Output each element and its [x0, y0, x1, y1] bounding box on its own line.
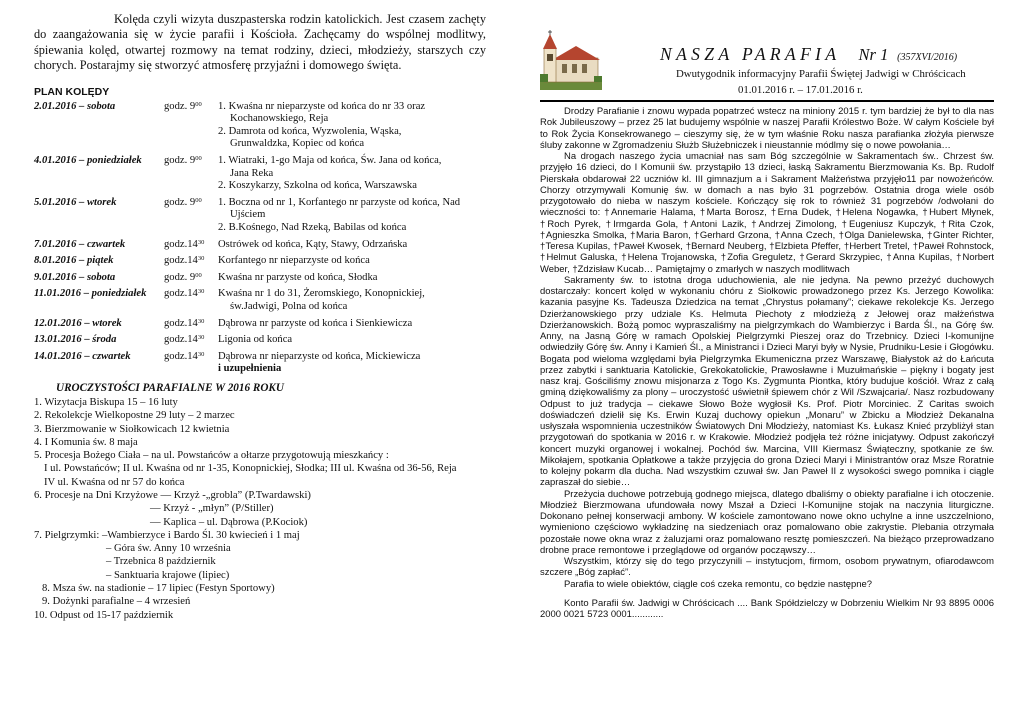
intro-text: Kolęda czyli wizyta duszpasterska rodzin katolickich. Jest czasem zachęty do zaangażowania się w życie parafii i Kościoła. Zachęcamy do wspólnej modlitwy, śpiewania kolęd, otwartej rozmowy na temat rodziny, dzieci, młodzieży, starszych czy chorych. Postarajmy się stworzyć atmosferę przyjaźni i domowego święta. [34, 12, 486, 73]
list-item: – Góra św. Anny 10 września [106, 543, 231, 555]
plan-table [34, 101, 486, 376]
plan-streets [218, 197, 486, 235]
plan-date: 13.01.2016 – środa [34, 334, 117, 346]
left-column [34, 12, 486, 712]
plan-street-line: 1. Wiatraki, 1-go Maja od końca, Św. Jana od końca, [218, 155, 442, 166]
plan-date: 9.01.2016 – sobota [34, 271, 116, 283]
plan-hour-minutes: 30 [197, 317, 205, 325]
list-item: – Sanktuaria krajowe (lipiec) [106, 569, 230, 581]
date-range: 01.01.2016 r. – 17.01.2016 r. [738, 84, 863, 96]
plan-street-line: Dąbrowa nr nieparzyste od końca, Mickiewicza [218, 350, 421, 362]
plan-hour [164, 351, 204, 364]
plan-hour [164, 155, 202, 168]
plan-streets [218, 155, 486, 193]
list-item: 4. I Komunia św. 8 maja [34, 436, 138, 448]
plan-hour-text: godz.14 [164, 334, 198, 346]
list-item: 2. Rekolekcje Wielkopostne 29 luty – 2 marzec [34, 410, 235, 422]
plan-street-line: 1. Kwaśna nr nieparzyste od końca do nr 33 oraz [218, 100, 426, 112]
plan-street-line: i uzupełnienia [218, 363, 282, 375]
article-paragraph: Drodzy Parafianie i znowu wypada popatrzeć wstecz na miniony 2015 r. tym bardziej że był to dla nas Rok Jubileuszowy – przez 25 lat budujemy wspólnie w naszej Parafii Królestwo Boże. W całym Kościele był to Rok Życia Konsekrowanego – cieszymy się, że w tym właśnie Roku nasza parafianka złożyła pierwsze śluby zakonne w Zgromadzeniu Służb Służebniczek i nieustannie módlmy się o nowe powołania… [540, 106, 994, 151]
plan-hour [164, 197, 202, 210]
plan-hour-text: godz.14 [164, 317, 198, 329]
list-item: 3. Bierzmowanie w Siołkowicach 12 kwietnia [34, 423, 230, 435]
right-column [540, 30, 994, 720]
plan-street-line: 1. Boczna od nr 1, Korfantego nr parzyste od końca, Nad [218, 196, 461, 208]
plan-hour-text: godz. 9 [164, 100, 196, 112]
plan-hour-text: godz.14 [164, 238, 198, 250]
newsletter-subtitle: Dwutygodnik informacyjny Parafii Świętej Jadwigi w Chróścicach [676, 68, 966, 80]
plan-streets [218, 334, 486, 347]
newsletter-header [540, 30, 994, 102]
plan-hour [164, 272, 202, 285]
intro-paragraph [34, 12, 486, 74]
plan-hour-text: godz. 9 [164, 271, 196, 283]
plan-title: PLAN KOLĘDY [34, 85, 110, 98]
list-item: 10. Odpust od 15-17 październik [34, 609, 174, 621]
list-item: I ul. Powstańców; II ul. Kwaśna od nr 1-35, Konopnickiej, Słodka; III ul. Kwaśna od 36-56, Reja [44, 463, 457, 475]
plan-row [34, 351, 486, 376]
newsletter-title [660, 44, 957, 65]
issue-code: (357XVI/2016) [897, 52, 958, 63]
plan-hour-minutes: 30 [197, 238, 205, 246]
plan-streets [218, 255, 486, 268]
list-item: 6. Procesje na Dni Krzyżowe — Krzyż -„grobla” (P.Twardawski) [34, 489, 311, 501]
plan-hour [164, 288, 204, 301]
plan-hour-minutes: 30 [197, 288, 205, 296]
plan-streets [218, 318, 486, 331]
list-item: — Kaplica – ul. Dąbrowa (P.Kociok) [150, 516, 308, 528]
plan-street-line: Ujściem [230, 209, 266, 221]
plan-row [34, 239, 486, 252]
plan-date: 12.01.2016 – wtorek [34, 317, 122, 329]
list-item: 8. Msza św. na stadionie – 17 lipiec (Festyn Sportowy) [42, 583, 275, 595]
plan-street-line: św.Jadwigi, Polna od końca [230, 300, 348, 312]
uroczystosci-title: UROCZYSTOŚCI PARAFIALNE W 2016 ROKU [56, 381, 284, 394]
plan-street-line: Ostrówek od końca, Kąty, Stawy, Odrzańska [218, 238, 408, 250]
plan-date: 11.01.2016 – poniedziałek [34, 288, 147, 300]
plan-street-line: Korfantego nr nieparzyste od końca [218, 255, 370, 267]
plan-hour-minutes: 00 [195, 196, 202, 204]
issue-number: Nr 1 [858, 45, 889, 64]
plan-street-line: Kwaśna nr parzyste od końca, Słodka [218, 271, 378, 283]
list-item: 5. Procesja Bożego Ciała – na ul. Powstańców a ołtarze przygotowują mieszkańcy : [34, 450, 389, 462]
article-paragraph: Na drogach naszego życia umacniał nas sam Bóg szczególnie w Sakramentach św.. Chrzest św. przyjęło 16 dzieci, do I Komunii św. przystąpiło 13 dzieci, łaską Sakramentu Bierzmowania Ks. Bp. Rudolf Pierskała obdarował 22 uczniów kl. III gimnazjum a i Sakrament Małżeństwa przyjęło11 par nowożeńców. Chorzy otrzymywali Komunię św. w domach a nas było 31 pogrzebów. Ostatnia droga wiele osób przygotowało do nieba w naszym kościele. Kończący się rok to również 31 pogrzebów /odwołani do wieczności to: †Annemarie Halama, †Marta Borosz, †Erna Dudek, †Helena Nogawka, †Hubert Młynek, †Roch Pyrek, †Irmgarda Gola, †Antoni Lazik, †Andrzej Zimolong, †Eugeniusz Kupczyk, †Rita Czok, †Agnieszka Smolka, †Maria Baron, †Gerhard Grzona, †Anna Czech, †Olga Danielewska, †Ginter Richter, †Teresa Kupilas, †Paweł Kwosek, †Bernard Neuberg, †Elzbieta Pfeffer, †Herbert Tretel, †Paweł Rohnstock, †Helmut Galuska, †Helena Trojanowska, †Zofia Greguletz, †Gerard Skrzypiec, †Anna Kupilas, †Norbert Weber, †Zdzisław Kucab… Pamiętajmy o zmarłych w naszych modlitwach [540, 151, 994, 275]
plan-date: 14.01.2016 – czwartek [34, 350, 131, 362]
plan-row [34, 155, 486, 193]
plan-hour-minutes: 30 [197, 350, 205, 358]
article-body [540, 106, 994, 620]
article-paragraph: Sakramenty św. to istotna droga uduchowienia, ale nie jedyna. Na pewno przeżyć duchowych dostarczały: koncert kolęd w wykonaniu chóru z Siołkowic prowadzonego przez Ks. Jerzego Kowolika: kazania pasyjne Ks. Tadeusza Dziedzica na temat „Chrystus połamany”; ciekawe rekolekcje Ks. Jerzego Dzierżanowskiego przy udziale Ks. Helmuta Piechoty z młodzieżą z Jełowej oraz małżeństwa Dzierżanowskich. Bożą pomoc wypraszaliśmy na pielgrzymkach do Wambierzyc i Barda Śl., na Górę św. Anny, na Jasną Górę w ramach Opolskiej Pielgrzymki Pieszej oraz do Trzebnicy. Dzieci I-komunijne odwiedziły Górę św. Anny i Kamień Śl., a Ministranci i Dzieci Maryi były w Nysie, Prudniku-Lesie i Głogówku. Bogata pod wieloma względami była Pielgrzymka Ekumeniczna przez Warszawę, Białystok aż do Łańcuta przez zabytki i sanktuaria Katolickie, Grekokatolickie, Prawosławne i Muzułmańskie – piękny i bogaty jest nasz kraj. Gościliśmy znowu misjonarza z Togo Ks. Zygmunta Piontka, który budujue kościół. Wraz z całą gminą dziękowaliśmy za plony – uroczystość uświetnił śpiewem chór z Wil /Szwajcaria/. Nasz rozbudowany Odpust to już tradycja – ciekawe Słowo Boże wygłosił Ks. Prof. Piotr Morciniec. Z Caritas swoich doświadczeń dzielił się Ks. Erwin Kuzaj duchowy opiekun „Monaru” w Zbicku a Młodzież Dekanalna usłyszała wspomnienia uczestników Światowych Dni Młodzieży, natomiast Ks. Łukasz Knieć przybliżył stan przygotowań do spotkania w 2016 r. w Krakowie. Młodzież podjęła też różne inicjatywy. Odpust zakończył koncert muzyki organowej i wokalnej. Pochód św. Marcina, VIII Kiermasz Świąteczny, spotkanie ze św. Mikołajem, spotkania Opłatkowe a także przyjęcia do grona Dzieci Maryi i Ministrantów oraz Msze Roratnie to kolejny pokarm dla ducha. Nad wszystkim czuwał św. Jan Paweł II z wysokości swego pomnika i ciągle zapraszał do siebie… [540, 274, 994, 489]
plan-streets [218, 351, 486, 376]
plan-hour [164, 239, 204, 252]
title-text: NASZA PARAFIA [660, 44, 841, 64]
list-item: – Trzebnica 8 październik [106, 556, 216, 568]
plan-street-line: 2. B.Kośnego, Nad Rzeką, Babilas od końca [218, 221, 407, 233]
plan-streets [218, 272, 486, 285]
plan-date: 2.01.2016 – sobota [34, 100, 116, 112]
bank-account: Konto Parafii św. Jadwigi w Chróścicach .... Bank Spółdzielczy w Dobrzeniu Wielkim Nr 93 8895 0006 2000 0021 5723 0001............ [540, 597, 994, 620]
plan-row [34, 101, 486, 151]
plan-street-line: Kwaśna nr 1 do 31, Żeromskiego, Konopnickiej, [218, 288, 425, 300]
plan-street-line: 2. Damrota od końca, Wyzwolenia, Wąska, [218, 125, 402, 137]
plan-hour-text: godz.14 [164, 350, 198, 362]
plan-hour-text: godz.14 [164, 288, 198, 300]
plan-hour-minutes: 30 [197, 255, 205, 263]
plan-hour [164, 101, 202, 114]
plan-street-line: Dąbrowa nr parzyste od końca i Sienkiewicza [218, 317, 413, 329]
plan-street-line: Grunwaldzka, Kopiec od końca [230, 138, 365, 150]
plan-streets [218, 101, 486, 151]
plan-hour-minutes: 00 [195, 271, 202, 279]
list-item: 7. Pielgrzymki: –Wambierzyce i Bardo Śl. 30 kwiecień i 1 maj [34, 529, 300, 541]
uroczystosci-list [34, 396, 486, 622]
header-divider [540, 100, 994, 102]
plan-street-line: 2. Koszykarzy, Szkolna od końca, Warszawska [218, 180, 417, 192]
plan-streets [218, 239, 486, 252]
article-paragraph: Przeżycia duchowe potrzebują godnego miejsca, dlatego dbaliśmy o obiekty parafialne i ich otoczenie. Młodzież Bierzmowana ufundowała nowy Mszał a Dzieci I-Komunijne stojak na naczynia liturgiczne. Dokonano pełnej konserwacji ambony. W kościele zamontowano nowe okno uchylne a inne uszczelniono, wymieniono częściowo wykładzinę na siedzeniach oraz pomalowano obie zakrystie. Plebania otrzymała pozostałe nowe okna wraz z żaluzjami oraz pomalowano resztę pomieszczeń. Na bieżąco przeprowadzano drobne prace remontowe i przeglądowe od organów począwszy… [540, 488, 994, 556]
plan-hour [164, 318, 204, 331]
plan-hour-minutes: 00 [195, 155, 202, 162]
list-item: 1. Wizytacja Biskupa 15 – 16 luty [34, 396, 178, 408]
plan-hour-minutes: 00 [195, 100, 202, 108]
plan-hour-text: godz. 9 [164, 155, 196, 166]
list-item: 9. Dożynki parafialne – 4 wrzesień [42, 596, 191, 608]
plan-date: 4.01.2016 – poniedziałek [34, 155, 142, 166]
plan-row [34, 197, 486, 235]
plan-street-line: Kochanowskiego, Reja [230, 113, 329, 125]
list-item: IV ul. Kwaśna od nr 57 do końca [44, 476, 185, 488]
list-item: — Krzyż - „młyn” (P/Stiller) [150, 503, 274, 515]
plan-date: 7.01.2016 – czwartek [34, 238, 126, 250]
plan-hour-text: godz.14 [164, 255, 198, 267]
plan-row [34, 318, 486, 331]
plan-row [34, 255, 486, 268]
plan-street-line: Ligonia od końca [218, 334, 293, 346]
plan-row [34, 334, 486, 347]
plan-hour-minutes: 30 [197, 334, 205, 342]
plan-streets [218, 288, 486, 313]
church-logo-icon [540, 30, 602, 90]
plan-hour-text: godz. 9 [164, 196, 196, 208]
plan-street-line: Jana Reka [230, 167, 274, 179]
article-paragraph: Wszystkim, którzy się do tego przyczynili – instytucjom, firmom, osobom prywatnym, ofiarodawcom szczere „Bóg zapłać”. [540, 556, 994, 579]
plan-date: 5.01.2016 – wtorek [34, 196, 117, 208]
plan-row [34, 288, 486, 313]
plan-hour [164, 255, 204, 268]
plan-row [34, 272, 486, 285]
article-paragraph: Parafia to wiele obiektów, ciągle coś czeka remontu, co będzie następne? [564, 578, 872, 590]
plan-hour [164, 334, 204, 347]
plan-date: 8.01.2016 – piątek [34, 255, 114, 267]
